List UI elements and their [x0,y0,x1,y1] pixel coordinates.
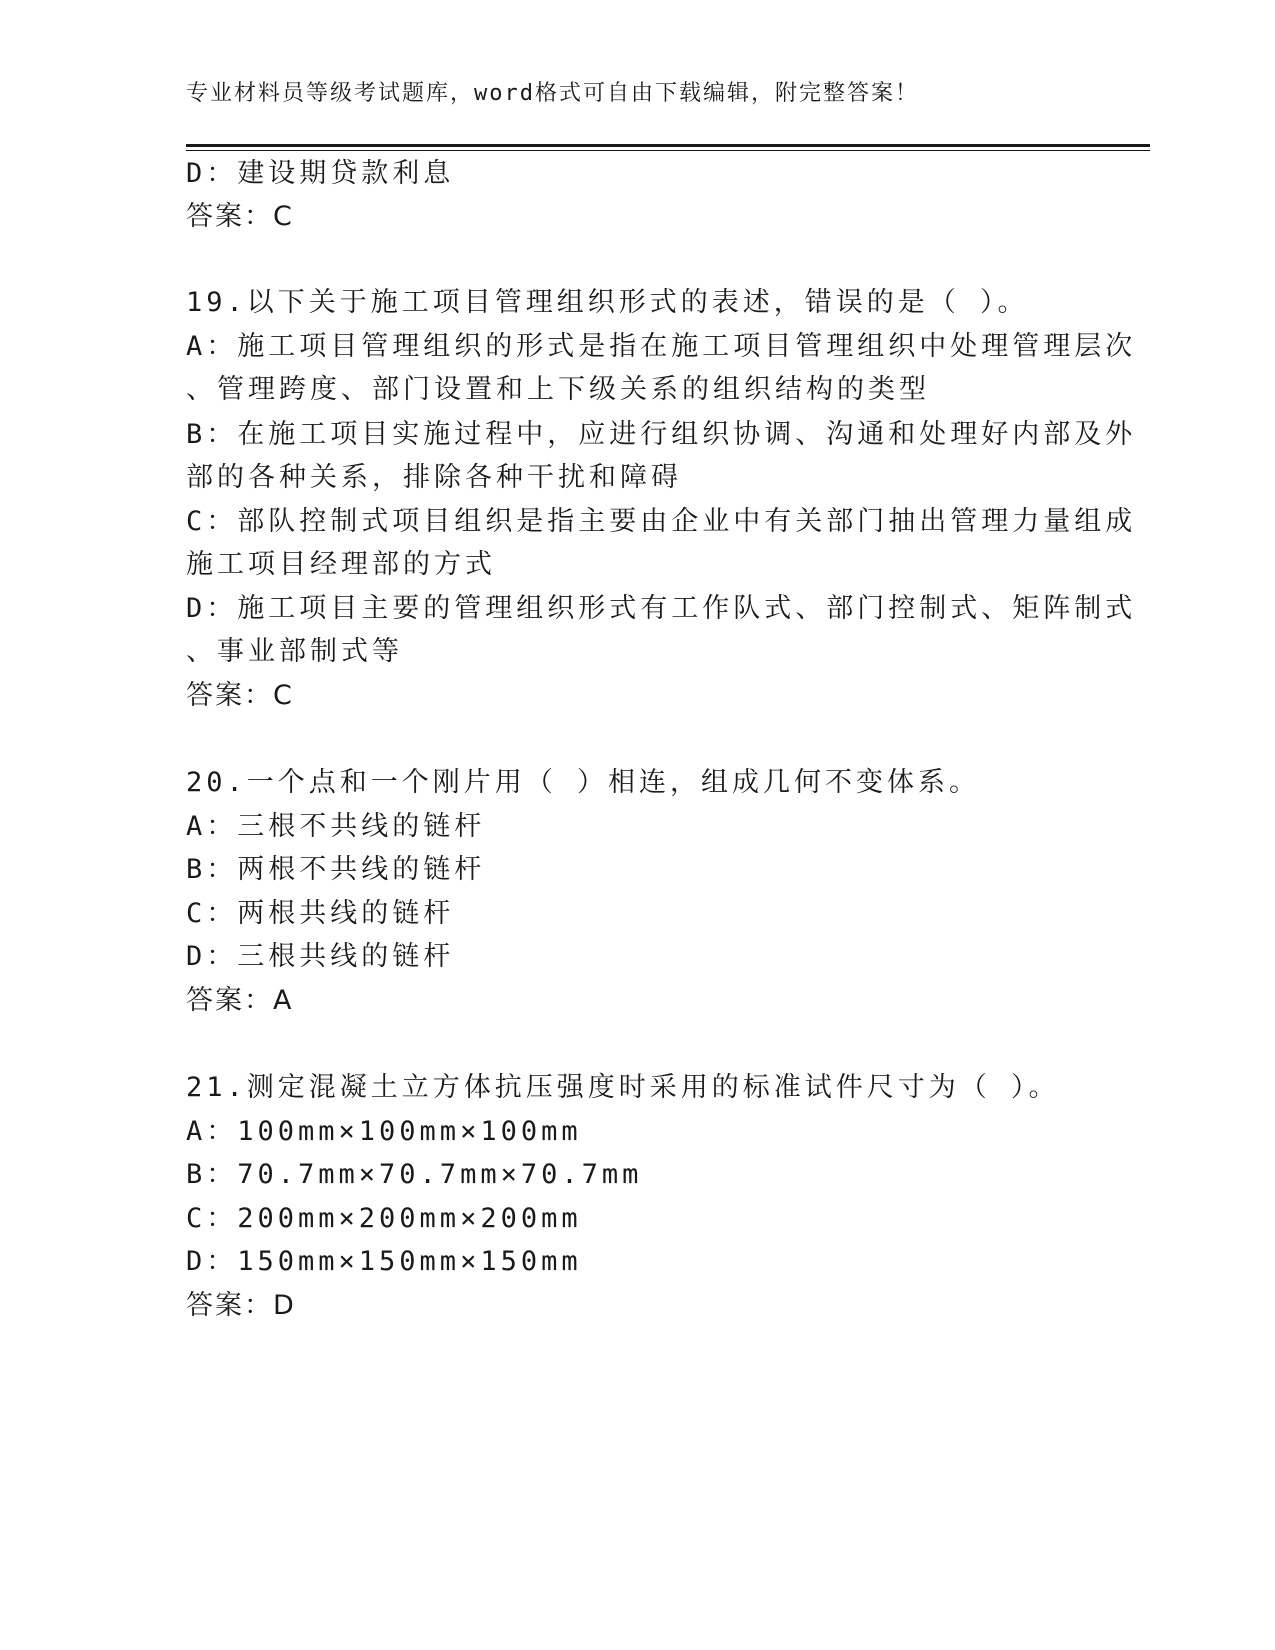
option-line: D：150mm×150mm×150mm [186,1246,582,1277]
answer-line [186,1292,294,1319]
question-stem: 20.一个点和一个刚片用（ ）相连，组成几何不变体系。 [186,767,981,798]
answer-value: C [273,680,292,711]
option-line: C：200mm×200mm×200mm [186,1203,582,1234]
option-line: 、事业部制式等 [186,636,403,667]
option-line: A：100mm×100mm×100mm [186,1116,582,1147]
option-line: 部的各种关系，排除各种干扰和障碍 [186,462,682,493]
question-stem: 19.以下关于施工项目管理组织形式的表述，错误的是（ ）。 [186,287,1029,318]
option-line: B：两根不共线的链杆 [186,854,486,885]
answer-label: 答案： [186,680,273,711]
header-divider [186,144,1150,147]
answer-line [186,682,292,709]
answer-value: D [273,1290,294,1321]
option-line: C：两根共线的链杆 [186,898,455,929]
question-stem: 21.测定混凝土立方体抗压强度时采用的标准试件尺寸为（ ）。 [186,1072,1060,1103]
option-line: B：70.7mm×70.7mm×70.7mm [186,1159,643,1190]
option-line: B：在施工项目实施过程中，应进行组织协调、沟通和处理好内部及外 [186,419,1137,450]
page-header: 专业材料员等级考试题库，word格式可自由下载编辑，附完整答案！ [186,81,919,106]
option-line: C：部队控制式项目组织是指主要由企业中有关部门抽出管理力量组成 [186,506,1137,537]
answer-label: 答案： [186,201,273,232]
answer-label: 答案： [186,1290,273,1321]
header-divider-thin [186,150,1150,151]
option-line: A：三根不共线的链杆 [186,811,486,842]
option-line: D：建设期贷款利息 [186,158,455,189]
option-line: D：施工项目主要的管理组织形式有工作队式、部门控制式、矩阵制式 [186,593,1137,624]
answer-value: A [273,985,292,1016]
answer-line [186,987,291,1014]
option-line: 施工项目经理部的方式 [186,549,496,580]
option-line: 、管理跨度、部门设置和上下级关系的组织结构的类型 [186,374,930,405]
option-line: D：三根共线的链杆 [186,941,455,972]
answer-label: 答案： [186,985,273,1016]
option-line: A：施工项目管理组织的形式是指在施工项目管理组织中处理管理层次 [186,331,1137,362]
answer-value: C [273,201,292,232]
answer-line [186,203,292,230]
